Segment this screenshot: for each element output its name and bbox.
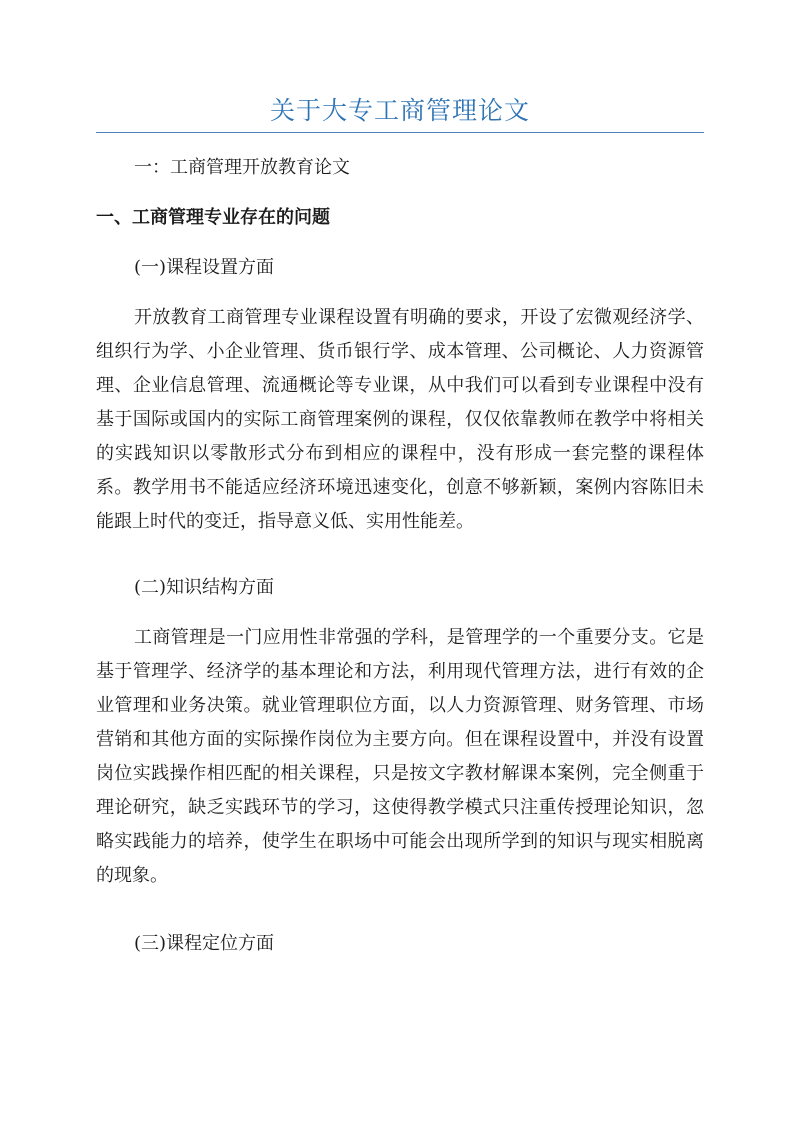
section-heading-1: 一、工商管理专业存在的问题 [96, 207, 330, 228]
paragraph-1: 开放教育工商管理专业课程设置有明确的要求，开设了宏微观经济学、组织行为学、小企业管理、货币银行学、成本管理、公司概论、人力资源管理、企业信息管理、流通概论等专业课，从中我们可以看到专业课程中没有基于国际或国内的实际工商管理案例的课程，仅仅依靠教师在教学中将相关的实践知识以零散形式分布到相应的课程中，没有形成一套完整的课程体系。教学用书不能适应经济环境迅速变化，创意不够新颖，案例内容陈旧未能跟上时代的变迁，指导意义低、实用性能差。 [96, 307, 704, 532]
document-subtitle: 一：工商管理开放教育论文 [134, 157, 350, 178]
title-divider [96, 132, 704, 133]
document-title: 关于大专工商管理论文 [269, 96, 530, 125]
subsection-heading-3: (三)课程定位方面 [134, 933, 275, 954]
subsection-heading-1: (一)课程设置方面 [134, 257, 275, 278]
paragraph-2: 工商管理是一门应用性非常强的学科，是管理学的一个重要分支。它是基于管理学、经济学的基本理论和方法，利用现代管理方法，进行有效的企业管理和业务决策。就业管理职位方面，以人力资源管理、财务管理、市场营销和其他方面的实际操作岗位为主要方向。但在课程设置中，并没有设置岗位实践操作相匹配的相关课程，只是按文字教材解课本案例，完全侧重于理论研究，缺乏实践环节的学习，这使得教学模式只注重传授理论知识，忽略实践能力的培养，使学生在职场中可能会出现所学到的知识与现实相脱离的现象。 [96, 627, 704, 886]
subsection-heading-2: (二)知识结构方面 [134, 577, 275, 598]
